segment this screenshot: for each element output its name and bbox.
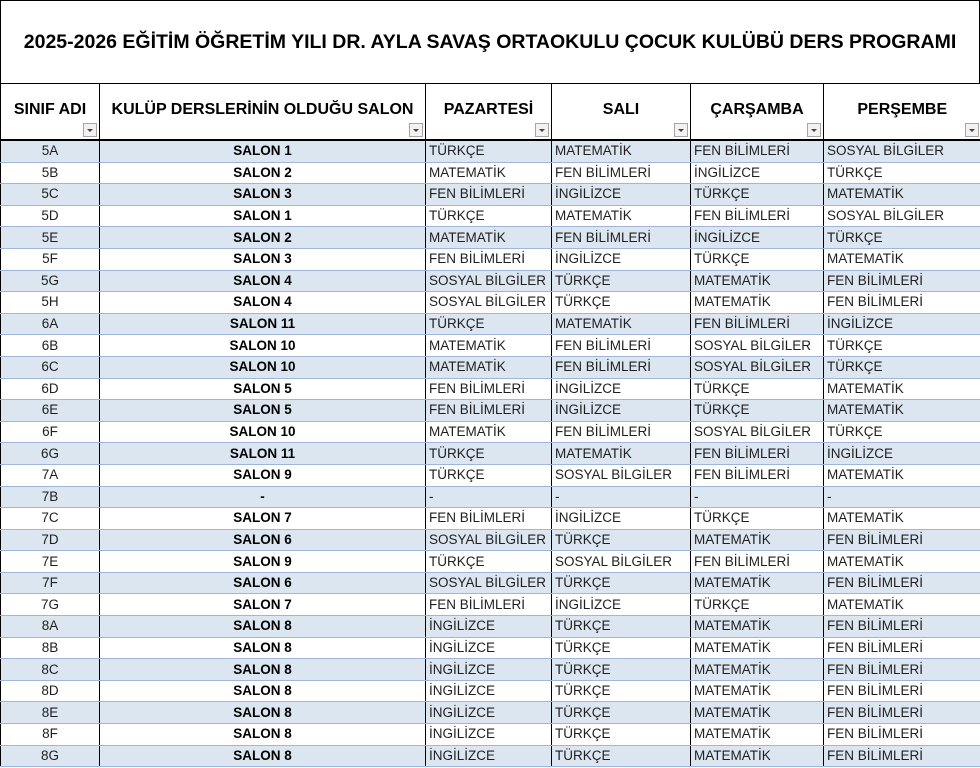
persembe-cell[interactable]: TÜRKÇE: [824, 421, 980, 443]
salon-cell[interactable]: SALON 8: [100, 680, 426, 702]
table-row: [1, 464, 980, 486]
persembe-cell[interactable]: İNGİLİZCE: [824, 313, 980, 335]
carsamba-cell[interactable]: MATEMATİK: [691, 680, 824, 702]
persembe-cell[interactable]: FEN BİLİMLERİ: [824, 680, 980, 702]
class-cell[interactable]: 5B: [1, 162, 100, 184]
class-cell[interactable]: 7B: [1, 486, 100, 508]
table-row: [1, 508, 980, 530]
pazartesi-cell[interactable]: İNGİLİZCE: [426, 616, 552, 638]
sali-cell[interactable]: İNGİLİZCE: [552, 508, 691, 530]
pazartesi-cell[interactable]: İNGİLİZCE: [426, 724, 552, 746]
pazartesi-cell[interactable]: SOSYAL BİLGİLER: [426, 529, 552, 551]
salon-cell[interactable]: SALON 8: [100, 637, 426, 659]
salon-cell[interactable]: SALON 10: [100, 421, 426, 443]
persembe-cell[interactable]: FEN BİLİMLERİ: [824, 572, 980, 594]
carsamba-cell[interactable]: SOSYAL BİLGİLER: [691, 356, 824, 378]
pazartesi-cell[interactable]: FEN BİLİMLERİ: [426, 400, 552, 422]
carsamba-cell[interactable]: TÜRKÇE: [691, 184, 824, 206]
carsamba-cell[interactable]: SOSYAL BİLGİLER: [691, 421, 824, 443]
salon-cell[interactable]: SALON 7: [100, 594, 426, 616]
sali-cell[interactable]: İNGİLİZCE: [552, 400, 691, 422]
salon-cell[interactable]: SALON 5: [100, 378, 426, 400]
salon-cell[interactable]: SALON 1: [100, 140, 426, 162]
salon-cell[interactable]: SALON 9: [100, 551, 426, 573]
pazartesi-cell[interactable]: TÜRKÇE: [426, 205, 552, 227]
pazartesi-cell[interactable]: İNGİLİZCE: [426, 745, 552, 767]
table-row: [1, 443, 980, 465]
sali-cell[interactable]: TÜRKÇE: [552, 680, 691, 702]
sali-cell[interactable]: TÜRKÇE: [552, 529, 691, 551]
sali-cell[interactable]: SOSYAL BİLGİLER: [552, 551, 691, 573]
persembe-cell[interactable]: MATEMATİK: [824, 184, 980, 206]
persembe-cell[interactable]: FEN BİLİMLERİ: [824, 637, 980, 659]
pazartesi-cell[interactable]: TÜRKÇE: [426, 464, 552, 486]
carsamba-cell[interactable]: MATEMATİK: [691, 724, 824, 746]
table-row: [1, 572, 980, 594]
table-row: [1, 702, 980, 724]
sali-cell[interactable]: TÜRKÇE: [552, 572, 691, 594]
carsamba-cell[interactable]: TÜRKÇE: [691, 378, 824, 400]
filter-dropdown-icon[interactable]: [674, 123, 688, 137]
class-cell[interactable]: 6D: [1, 378, 100, 400]
salon-cell[interactable]: SALON 11: [100, 313, 426, 335]
pazartesi-cell[interactable]: İNGİLİZCE: [426, 702, 552, 724]
carsamba-cell[interactable]: FEN BİLİMLERİ: [691, 205, 824, 227]
carsamba-cell[interactable]: FEN BİLİMLERİ: [691, 551, 824, 573]
sheet-title[interactable]: 2025-2026 EĞİTİM ÖĞRETİM YILI DR. AYLA SAVAŞ ORTAOKULU ÇOCUK KULÜBÜ DERS PROGRAMI: [0, 0, 980, 85]
filter-dropdown-icon[interactable]: [83, 123, 97, 137]
sali-cell[interactable]: MATEMATİK: [552, 313, 691, 335]
table-row: [1, 529, 980, 551]
carsamba-cell[interactable]: FEN BİLİMLERİ: [691, 313, 824, 335]
carsamba-cell[interactable]: MATEMATİK: [691, 616, 824, 638]
persembe-cell[interactable]: FEN BİLİMLERİ: [824, 659, 980, 681]
schedule-table: [0, 84, 980, 767]
persembe-cell[interactable]: MATEMATİK: [824, 551, 980, 573]
table-body: [1, 140, 980, 767]
pazartesi-cell[interactable]: MATEMATİK: [426, 162, 552, 184]
persembe-cell[interactable]: -: [824, 486, 980, 508]
sali-cell[interactable]: FEN BİLİMLERİ: [552, 421, 691, 443]
table-row: [1, 659, 980, 681]
salon-cell[interactable]: SALON 3: [100, 184, 426, 206]
persembe-cell[interactable]: TÜRKÇE: [824, 162, 980, 184]
table-row: [1, 313, 980, 335]
persembe-cell[interactable]: FEN BİLİMLERİ: [824, 702, 980, 724]
sali-cell[interactable]: TÜRKÇE: [552, 724, 691, 746]
pazartesi-cell[interactable]: MATEMATİK: [426, 356, 552, 378]
table-row: [1, 594, 980, 616]
persembe-cell[interactable]: FEN BİLİMLERİ: [824, 724, 980, 746]
table-row: [1, 637, 980, 659]
pazartesi-cell[interactable]: İNGİLİZCE: [426, 680, 552, 702]
carsamba-cell[interactable]: MATEMATİK: [691, 292, 824, 314]
carsamba-cell[interactable]: MATEMATİK: [691, 745, 824, 767]
carsamba-cell[interactable]: MATEMATİK: [691, 637, 824, 659]
carsamba-cell[interactable]: FEN BİLİMLERİ: [691, 140, 824, 162]
pazartesi-cell[interactable]: FEN BİLİMLERİ: [426, 184, 552, 206]
carsamba-cell[interactable]: MATEMATİK: [691, 572, 824, 594]
class-cell[interactable]: 5H: [1, 292, 100, 314]
sali-cell[interactable]: TÜRKÇE: [552, 745, 691, 767]
persembe-cell[interactable]: MATEMATİK: [824, 400, 980, 422]
class-cell[interactable]: 7E: [1, 551, 100, 573]
table-row: [1, 421, 980, 443]
carsamba-cell[interactable]: FEN BİLİMLERİ: [691, 443, 824, 465]
persembe-cell[interactable]: FEN BİLİMLERİ: [824, 270, 980, 292]
salon-cell[interactable]: SALON 8: [100, 616, 426, 638]
carsamba-cell[interactable]: TÜRKÇE: [691, 248, 824, 270]
sali-cell[interactable]: İNGİLİZCE: [552, 184, 691, 206]
carsamba-cell[interactable]: MATEMATİK: [691, 702, 824, 724]
sali-cell[interactable]: MATEMATİK: [552, 140, 691, 162]
persembe-cell[interactable]: MATEMATİK: [824, 464, 980, 486]
salon-cell[interactable]: SALON 10: [100, 356, 426, 378]
class-cell[interactable]: 5F: [1, 248, 100, 270]
salon-cell[interactable]: SALON 8: [100, 724, 426, 746]
sali-cell[interactable]: MATEMATİK: [552, 443, 691, 465]
sali-cell[interactable]: TÜRKÇE: [552, 702, 691, 724]
salon-cell[interactable]: SALON 3: [100, 248, 426, 270]
pazartesi-cell[interactable]: FEN BİLİMLERİ: [426, 508, 552, 530]
pazartesi-cell[interactable]: SOSYAL BİLGİLER: [426, 572, 552, 594]
class-cell[interactable]: 6C: [1, 356, 100, 378]
header-persembe[interactable]: PERŞEMBE: [824, 84, 980, 140]
pazartesi-cell[interactable]: İNGİLİZCE: [426, 637, 552, 659]
salon-cell[interactable]: SALON 1: [100, 205, 426, 227]
table-row: [1, 680, 980, 702]
sali-cell[interactable]: FEN BİLİMLERİ: [552, 356, 691, 378]
class-cell[interactable]: 8E: [1, 702, 100, 724]
class-cell[interactable]: 8G: [1, 745, 100, 767]
salon-cell[interactable]: SALON 7: [100, 508, 426, 530]
persembe-cell[interactable]: FEN BİLİMLERİ: [824, 529, 980, 551]
table-row: [1, 140, 980, 162]
pazartesi-cell[interactable]: TÜRKÇE: [426, 313, 552, 335]
salon-cell[interactable]: SALON 4: [100, 270, 426, 292]
header-sali[interactable]: SALI: [552, 84, 691, 140]
sali-cell[interactable]: İNGİLİZCE: [552, 378, 691, 400]
table-row: [1, 400, 980, 422]
sali-cell[interactable]: FEN BİLİMLERİ: [552, 335, 691, 357]
table-row: [1, 486, 980, 508]
header-sinif-adi[interactable]: SINIF ADI: [1, 84, 100, 140]
table-row: [1, 616, 980, 638]
persembe-cell[interactable]: MATEMATİK: [824, 248, 980, 270]
persembe-cell[interactable]: İNGİLİZCE: [824, 443, 980, 465]
salon-cell[interactable]: SALON 8: [100, 745, 426, 767]
class-cell[interactable]: 8B: [1, 637, 100, 659]
pazartesi-cell[interactable]: SOSYAL BİLGİLER: [426, 292, 552, 314]
class-cell[interactable]: 5C: [1, 184, 100, 206]
persembe-cell[interactable]: SOSYAL BİLGİLER: [824, 140, 980, 162]
table-row: [1, 162, 980, 184]
table-row: [1, 270, 980, 292]
class-cell[interactable]: 8C: [1, 659, 100, 681]
salon-cell[interactable]: SALON 6: [100, 529, 426, 551]
carsamba-cell[interactable]: İNGİLİZCE: [691, 162, 824, 184]
table-row: [1, 292, 980, 314]
sali-cell[interactable]: İNGİLİZCE: [552, 594, 691, 616]
pazartesi-cell[interactable]: FEN BİLİMLERİ: [426, 378, 552, 400]
carsamba-cell[interactable]: İNGİLİZCE: [691, 227, 824, 249]
class-cell[interactable]: 7C: [1, 508, 100, 530]
persembe-cell[interactable]: FEN BİLİMLERİ: [824, 745, 980, 767]
carsamba-cell[interactable]: MATEMATİK: [691, 270, 824, 292]
carsamba-cell[interactable]: MATEMATİK: [691, 529, 824, 551]
pazartesi-cell[interactable]: TÜRKÇE: [426, 140, 552, 162]
class-cell[interactable]: 5D: [1, 205, 100, 227]
class-cell[interactable]: 7A: [1, 464, 100, 486]
sali-cell[interactable]: İNGİLİZCE: [552, 248, 691, 270]
header-salon[interactable]: KULÜP DERSLERİNİN OLDUĞU SALON: [100, 84, 426, 140]
persembe-cell[interactable]: FEN BİLİMLERİ: [824, 616, 980, 638]
table-row: [1, 724, 980, 746]
class-cell[interactable]: 6E: [1, 400, 100, 422]
class-cell[interactable]: 8D: [1, 680, 100, 702]
table-row: [1, 356, 980, 378]
pazartesi-cell[interactable]: FEN BİLİMLERİ: [426, 248, 552, 270]
carsamba-cell[interactable]: TÜRKÇE: [691, 400, 824, 422]
table-row: [1, 745, 980, 767]
table-row: [1, 184, 980, 206]
pazartesi-cell[interactable]: -: [426, 486, 552, 508]
salon-cell[interactable]: SALON 5: [100, 400, 426, 422]
salon-cell[interactable]: SALON 8: [100, 659, 426, 681]
persembe-cell[interactable]: FEN BİLİMLERİ: [824, 292, 980, 314]
persembe-cell[interactable]: TÜRKÇE: [824, 335, 980, 357]
header-row: [1, 84, 980, 140]
table-row: [1, 205, 980, 227]
sali-cell[interactable]: TÜRKÇE: [552, 270, 691, 292]
class-cell[interactable]: 5A: [1, 140, 100, 162]
sali-cell[interactable]: TÜRKÇE: [552, 637, 691, 659]
class-cell[interactable]: 5E: [1, 227, 100, 249]
sali-cell[interactable]: -: [552, 486, 691, 508]
class-cell[interactable]: 7G: [1, 594, 100, 616]
salon-cell[interactable]: SALON 2: [100, 162, 426, 184]
table-row: [1, 378, 980, 400]
salon-cell[interactable]: SALON 8: [100, 702, 426, 724]
class-cell[interactable]: 7D: [1, 529, 100, 551]
carsamba-cell[interactable]: TÜRKÇE: [691, 594, 824, 616]
filter-dropdown-icon[interactable]: [409, 123, 423, 137]
carsamba-cell[interactable]: SOSYAL BİLGİLER: [691, 335, 824, 357]
table-row: [1, 335, 980, 357]
header-carsamba[interactable]: ÇARŞAMBA: [691, 84, 824, 140]
header-pazartesi[interactable]: PAZARTESİ: [426, 84, 552, 140]
sali-cell[interactable]: TÜRKÇE: [552, 292, 691, 314]
persembe-cell[interactable]: SOSYAL BİLGİLER: [824, 205, 980, 227]
salon-cell[interactable]: SALON 2: [100, 227, 426, 249]
class-cell[interactable]: 8A: [1, 616, 100, 638]
salon-cell[interactable]: SALON 4: [100, 292, 426, 314]
sali-cell[interactable]: SOSYAL BİLGİLER: [552, 464, 691, 486]
carsamba-cell[interactable]: FEN BİLİMLERİ: [691, 464, 824, 486]
class-cell[interactable]: 6F: [1, 421, 100, 443]
pazartesi-cell[interactable]: SOSYAL BİLGİLER: [426, 270, 552, 292]
persembe-cell[interactable]: MATEMATİK: [824, 508, 980, 530]
pazartesi-cell[interactable]: MATEMATİK: [426, 421, 552, 443]
class-cell[interactable]: 5G: [1, 270, 100, 292]
persembe-cell[interactable]: MATEMATİK: [824, 594, 980, 616]
class-cell[interactable]: 6G: [1, 443, 100, 465]
sali-cell[interactable]: MATEMATİK: [552, 205, 691, 227]
sali-cell[interactable]: FEN BİLİMLERİ: [552, 227, 691, 249]
pazartesi-cell[interactable]: İNGİLİZCE: [426, 659, 552, 681]
carsamba-cell[interactable]: -: [691, 486, 824, 508]
salon-cell[interactable]: -: [100, 486, 426, 508]
pazartesi-cell[interactable]: MATEMATİK: [426, 335, 552, 357]
salon-cell[interactable]: SALON 9: [100, 464, 426, 486]
sali-cell[interactable]: TÜRKÇE: [552, 616, 691, 638]
pazartesi-cell[interactable]: FEN BİLİMLERİ: [426, 594, 552, 616]
table-row: [1, 227, 980, 249]
class-cell[interactable]: 6B: [1, 335, 100, 357]
persembe-cell[interactable]: MATEMATİK: [824, 378, 980, 400]
pazartesi-cell[interactable]: MATEMATİK: [426, 227, 552, 249]
carsamba-cell[interactable]: MATEMATİK: [691, 659, 824, 681]
persembe-cell[interactable]: TÜRKÇE: [824, 227, 980, 249]
salon-cell[interactable]: SALON 6: [100, 572, 426, 594]
salon-cell[interactable]: SALON 11: [100, 443, 426, 465]
pazartesi-cell[interactable]: TÜRKÇE: [426, 551, 552, 573]
sali-cell[interactable]: TÜRKÇE: [552, 659, 691, 681]
class-cell[interactable]: 6A: [1, 313, 100, 335]
class-cell[interactable]: 8F: [1, 724, 100, 746]
filter-dropdown-icon[interactable]: [807, 123, 821, 137]
filter-dropdown-icon[interactable]: [965, 123, 979, 137]
persembe-cell[interactable]: TÜRKÇE: [824, 356, 980, 378]
table-row: [1, 551, 980, 573]
filter-dropdown-icon[interactable]: [535, 123, 549, 137]
table-row: [1, 248, 980, 270]
carsamba-cell[interactable]: TÜRKÇE: [691, 508, 824, 530]
pazartesi-cell[interactable]: TÜRKÇE: [426, 443, 552, 465]
salon-cell[interactable]: SALON 10: [100, 335, 426, 357]
sali-cell[interactable]: FEN BİLİMLERİ: [552, 162, 691, 184]
class-cell[interactable]: 7F: [1, 572, 100, 594]
